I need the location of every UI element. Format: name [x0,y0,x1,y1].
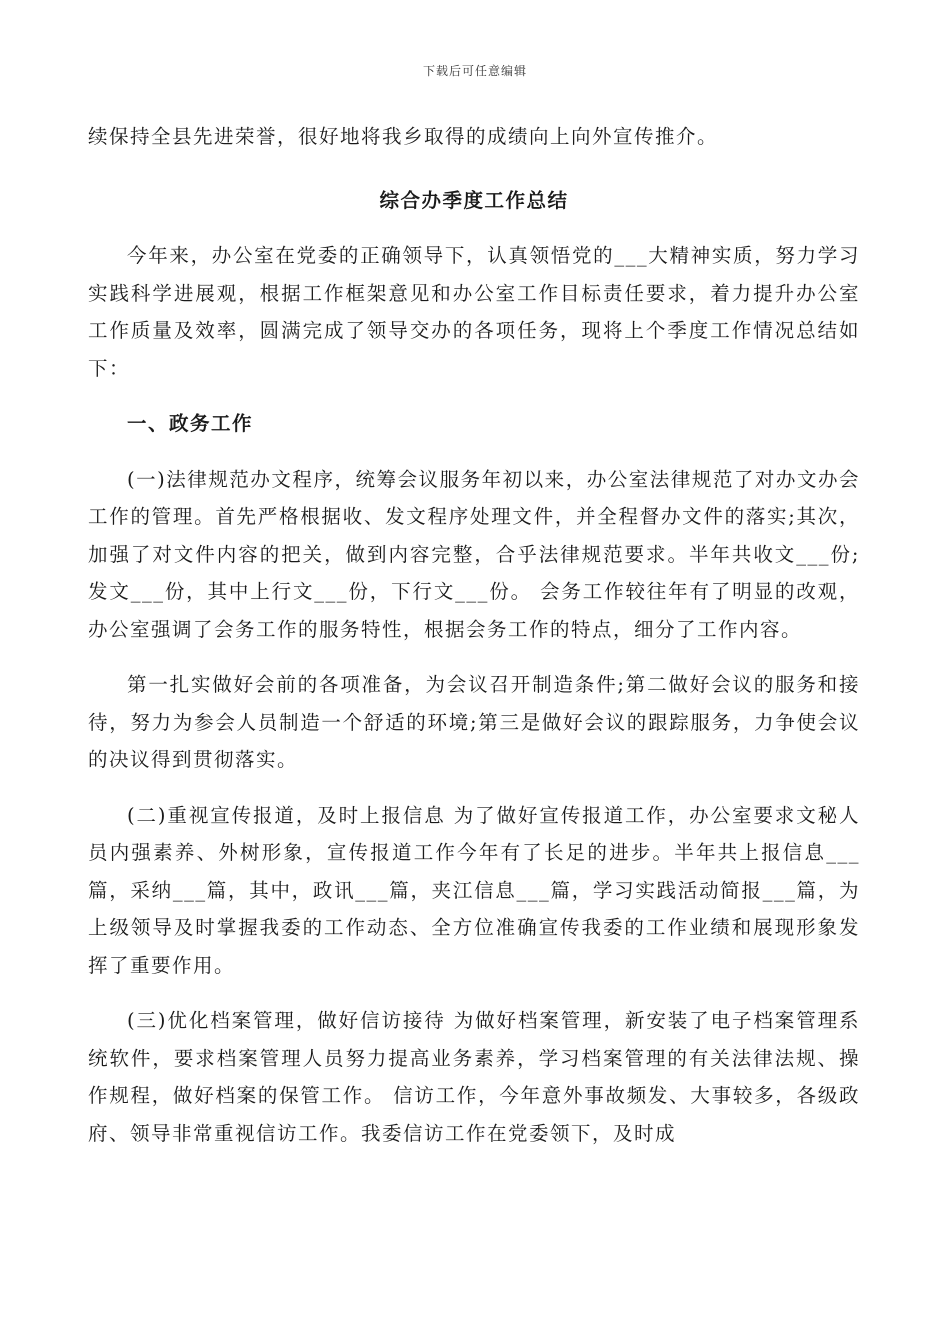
document-body [88,118,860,1152]
document-title: 综合办季度工作总结 [379,188,569,212]
spacer [88,443,860,461]
spacer [88,984,860,1002]
continuation-paragraph: 续保持全县先进荣誉，很好地将我乡取得的成绩向上向外宣传推介。 [88,125,719,148]
item-3-paragraph: (三)优化档案管理，做好信访接待 为做好档案管理，新安装了电子档案管理系统软件，要求档案管理人员努力提高业务素养，学习档案管理的有关法律法规、操作规程，做好档案的保管工作。 信访工作，今年意外事故频发、大事较多，各级政府、领导非常重视信访工作。我委信访工作在党委领下，及时成 [88,1009,860,1145]
spacer [88,648,860,666]
item-2-paragraph: (二)重视宣传报道，及时上报信息 为了做好宣传报道工作，办公室要求文秘人员内强素养、外树形象，宣传报道工作今年有了长足的进步。半年共上报信息___篇，采纳___篇，其中，政讯___篇，夹江信息___篇，学习实践活动简报___篇，为上级领导及时掌握我委的工作动态、全方位准确宣传我委的工作业绩和展现形象发挥了重要作用。 [88,803,860,977]
spacer [88,779,860,797]
item-1-detail-paragraph: 第一扎实做好会前的各项准备，为会议召开制造条件;第二做好会议的服务和接待，努力为参会人员制造一个舒适的环境;第三是做好会议的跟踪服务，力争使会议的决议得到贯彻落实。 [88,673,860,771]
spacer [88,387,860,405]
section-heading-1: 一、政务工作 [127,412,254,435]
item-1-paragraph: (一)法律规范办文程序，统筹会议服务年初以来，办公室法律规范了对办文办会工作的管理。首先严格根据收、发文程序处理文件，并全程督办文件的落实;其次，加强了对文件内容的把关，做到内容完整，合乎法律规范要求。半年共收文___份;发文___份，其中上行文___份，下行文___份。 会务工作较往年有了明显的改观，办公室强调了会务工作的服务特性，根据会务工作的特点，细分了工作内容。 [88,467,860,641]
header-note: 下载后可任意编辑 [422,64,527,78]
intro-paragraph: 今年来，办公室在党委的正确领导下，认真领悟党的___大精神实质，努力学习实践科学进展观，根据工作框架意见和办公室工作目标责任要求，着力提升办公室工作质量及效率，圆满完成了领导交办的各项任务，现将上个季度工作情况总结如下： [88,244,860,380]
